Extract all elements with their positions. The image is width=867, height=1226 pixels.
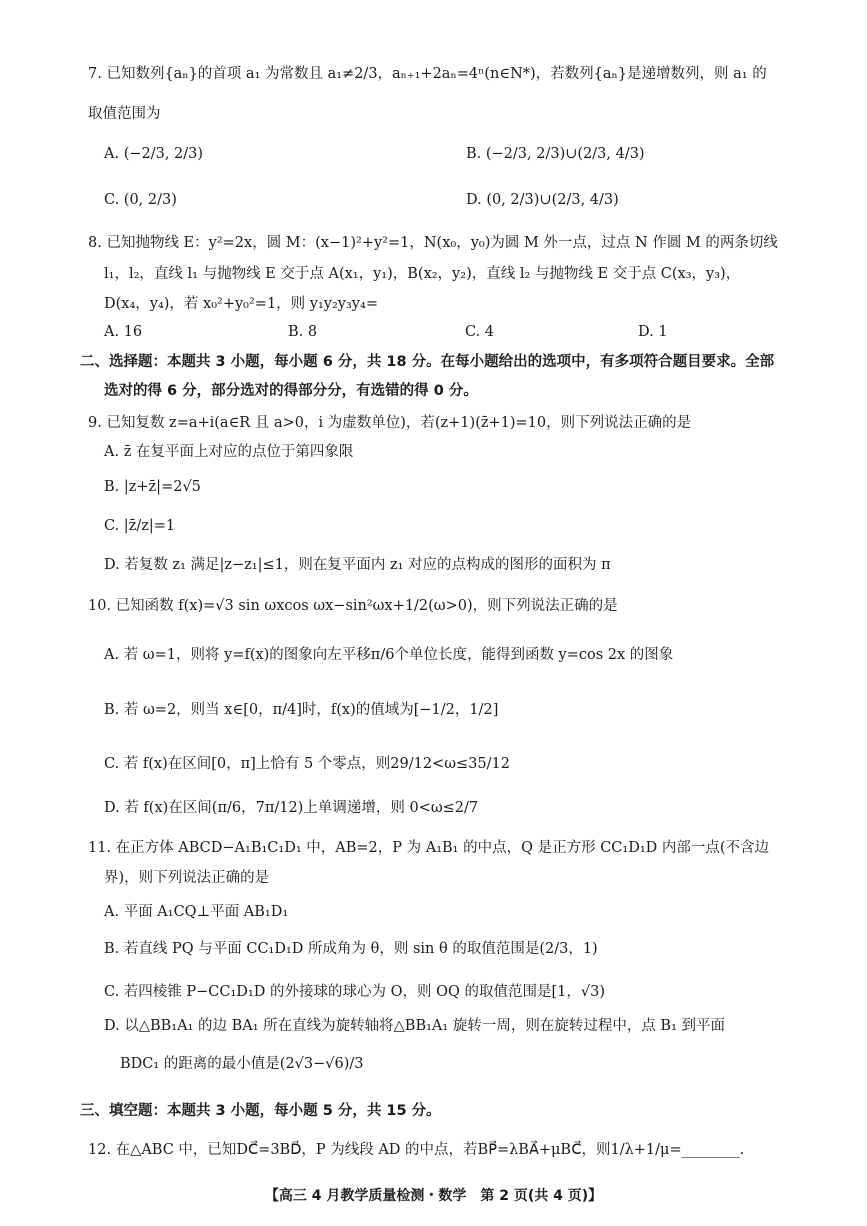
q7-option-a: A. (−2/3, 2/3) (104, 146, 204, 162)
q8-stem-line1: 8. 已知抛物线 E：y²=2x，圆 M：(x−1)²+y²=1，N(x₀，y₀)为圆 M 外一点，过点 N 作圆 M 的两条切线 (88, 235, 778, 251)
q7-option-c: C. (0, 2/3) (104, 192, 177, 208)
q7-stem-line1: 7. 已知数列{aₙ}的首项 a₁ 为常数且 a₁≠2/3，aₙ₊₁+2aₙ=4ⁿ(n∈N*)，若数列{aₙ}是递增数列，则 a₁ 的 (88, 66, 767, 82)
q9-stem: 9. 已知复数 z=a+i(a∈R 且 a>0，i 为虚数单位)，若(z+1)(z̄+1)=10，则下列说法正确的是 (88, 415, 692, 431)
q10-option-d: D. 若 f(x)在区间(π/6，7π/12)上单调递增，则 0<ω≤2/7 (104, 800, 479, 816)
q11-option-c: C. 若四棱锥 P−CC₁D₁D 的外接球的球心为 O，则 OQ 的取值范围是[1，√3) (104, 984, 605, 1000)
q9-option-d: D. 若复数 z₁ 满足|z−z₁|≤1，则在复平面内 z₁ 对应的点构成的图形的面积为 π (104, 557, 611, 573)
q10-option-a: A. 若 ω=1，则将 y=f(x)的图象向左平移π/6个单位长度，能得到函数 y=cos 2x 的图象 (104, 647, 674, 663)
q10-stem: 10. 已知函数 f(x)=√3 sin ωxcos ωx−sin²ωx+1/2(ω>0)，则下列说法正确的是 (88, 598, 618, 614)
q8-option-c: C. 4 (465, 324, 495, 340)
q9-option-b: B. |z+z̄|=2√5 (104, 479, 201, 495)
q11-option-a: A. 平面 A₁CQ⊥平面 AB₁D₁ (104, 904, 289, 920)
q8-option-a: A. 16 (104, 324, 143, 340)
q11-option-d-line2: BDC₁ 的距离的最小值是(2√3−√6)/3 (120, 1056, 364, 1072)
q12-stem: 12. 在△ABC 中，已知DC⃗=3BD⃗，P 为线段 AD 的中点，若BP⃗=λBA⃗+μBC⃗，则1/λ+1/μ=________. (88, 1142, 745, 1158)
q11-option-d-line1: D. 以△BB₁A₁ 的边 BA₁ 所在直线为旋转轴将△BB₁A₁ 旋转一周，则在旋转过程中，点 B₁ 到平面 (104, 1018, 726, 1034)
q7-option-b: B. (−2/3, 2/3)∪(2/3, 4/3) (466, 146, 645, 162)
q7-option-d: D. (0, 2/3)∪(2/3, 4/3) (466, 192, 619, 208)
q10-option-b: B. 若 ω=2，则当 x∈[0，π/4]时，f(x)的值域为[−1/2，1/2] (104, 702, 499, 718)
q11-stem-line1: 11. 在正方体 ABCD−A₁B₁C₁D₁ 中，AB=2，P 为 A₁B₁ 的中点，Q 是正方形 CC₁D₁D 内部一点(不含边 (88, 840, 770, 856)
q8-stem-line2: l₁，l₂，直线 l₁ 与抛物线 E 交于点 A(x₁，y₁)，B(x₂，y₂)，直线 l₂ 与抛物线 E 交于点 C(x₃，y₃)， (104, 266, 741, 282)
section3-heading: 三、填空题：本题共 3 小题，每小题 5 分，共 15 分。 (80, 1103, 441, 1119)
q11-stem-line2: 界)，则下列说法正确的是 (104, 870, 270, 886)
q10-option-c: C. 若 f(x)在区间[0，π]上恰有 5 个零点，则29/12<ω≤35/12 (104, 756, 510, 772)
section2-heading-line1: 二、选择题：本题共 3 小题，每小题 6 分，共 18 分。在每小题给出的选项中，有多项符合题目要求。全部 (80, 354, 775, 370)
section2-heading-line2: 选对的得 6 分，部分选对的得部分分，有选错的得 0 分。 (104, 383, 478, 399)
q8-option-d: D. 1 (638, 324, 668, 340)
q9-option-a: A. z̄ 在复平面上对应的点位于第四象限 (104, 444, 354, 460)
q7-stem-line2: 取值范围为 (88, 106, 161, 122)
q9-option-c: C. |z̄/z|=1 (104, 518, 176, 534)
page-footer: 【高三 4 月教学质量检测・数学 第 2 页(共 4 页)】 (264, 1188, 603, 1204)
q8-stem-line3: D(x₄，y₄)，若 x₀²+y₀²=1，则 y₁y₂y₃y₄= (104, 296, 378, 312)
q8-option-b: B. 8 (288, 324, 318, 340)
q11-option-b: B. 若直线 PQ 与平面 CC₁D₁D 所成角为 θ，则 sin θ 的取值范围是(2/3，1) (104, 941, 598, 957)
